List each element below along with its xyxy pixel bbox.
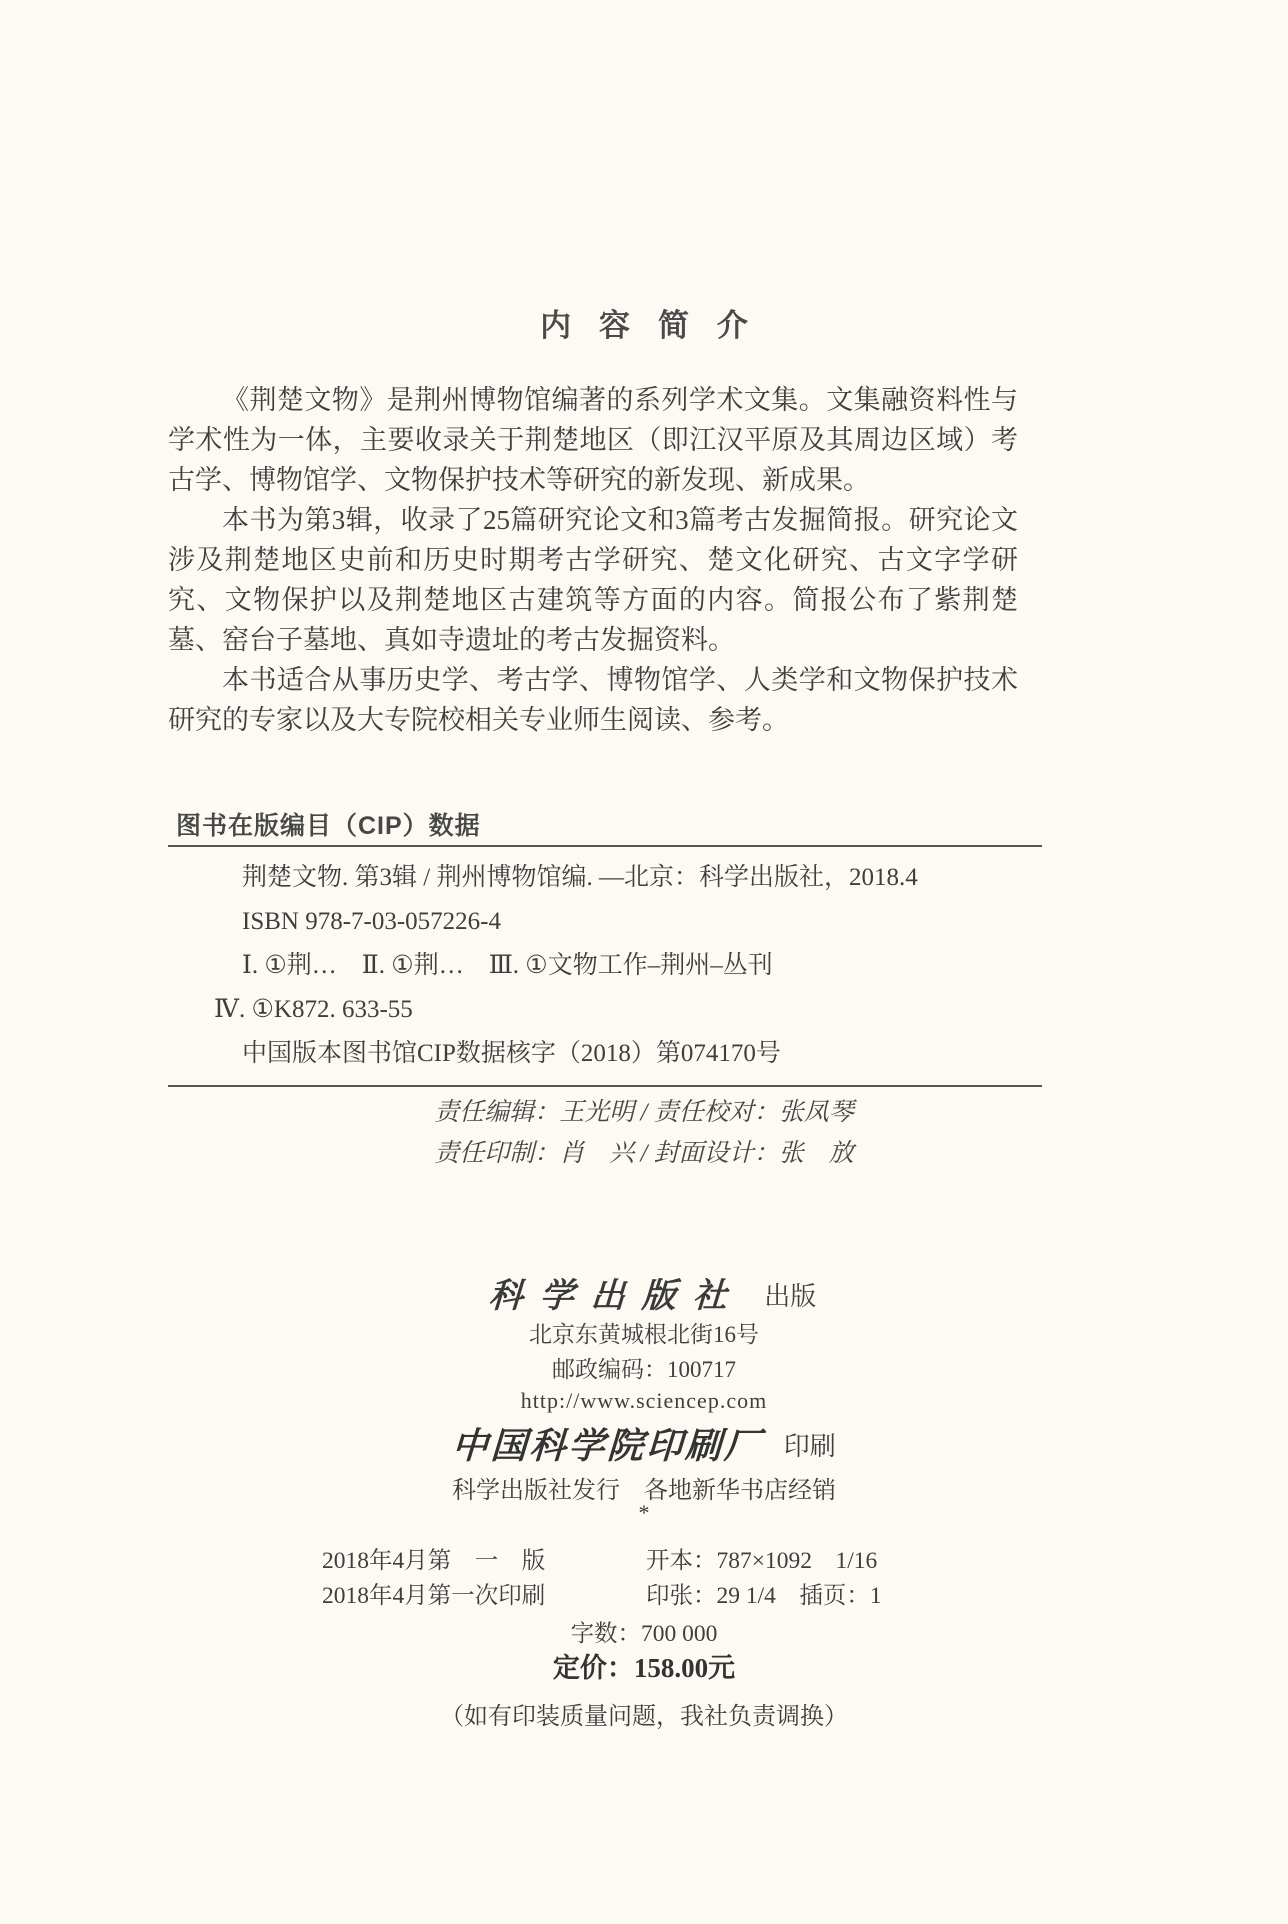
edition-row bbox=[0, 1579, 1288, 1614]
cip-line-classification-1: Ⅰ. ①荆… Ⅱ. ①荆… Ⅲ. ①文物工作–荆州–丛刊 bbox=[242, 952, 773, 979]
publisher-name: 科学出版社 bbox=[487, 1278, 745, 1315]
summary-text bbox=[168, 380, 1018, 740]
staff-credits bbox=[0, 1092, 1288, 1174]
quality-notice: （如有印装质量问题，我社负责调换） bbox=[440, 1704, 848, 1730]
staff-line-print-design: 责任印制：肖 兴 / 封面设计：张 放 bbox=[434, 1140, 854, 1167]
summary-paragraph: 本书适合从事历史学、考古学、博物馆学、人类学和文物保护技术研究的专家以及大专院校相关专业师生阅读、参考。 bbox=[168, 665, 1018, 735]
cip-line-classification-2: Ⅳ. ①K872. 633-55 bbox=[214, 996, 413, 1023]
cip-line-isbn: ISBN 978-7-03-057226-4 bbox=[242, 908, 502, 935]
publisher-website: http://www.sciencep.com bbox=[520, 1388, 768, 1413]
cip-line-bibliographic: 荆楚文物. 第3辑 / 荆州博物馆编. —北京：科学出版社，2018.4 bbox=[242, 864, 918, 891]
edition-row-gap bbox=[594, 1544, 646, 1579]
cip-header: 图书在版编目（CIP）数据 bbox=[176, 812, 481, 840]
section-divider-star: * bbox=[638, 1500, 650, 1525]
printing-date: 2018年4月第一次印刷 bbox=[322, 1583, 546, 1609]
printer-name: 中国科学院印刷厂 bbox=[451, 1426, 765, 1466]
printer-line bbox=[0, 1418, 1288, 1469]
cip-body bbox=[168, 856, 1042, 1076]
edition-format: 开本：787×1092 1/16 bbox=[646, 1548, 878, 1574]
price-line: 定价：158.00元 bbox=[552, 1653, 736, 1683]
distribution-line: 科学出版社发行 各地新华书店经销 bbox=[452, 1478, 836, 1504]
edition-info bbox=[0, 1544, 1288, 1614]
edition-date: 2018年4月第 一 版 bbox=[322, 1548, 546, 1574]
publisher-line bbox=[0, 1268, 1288, 1317]
word-count-line: 字数：700 000 bbox=[570, 1621, 718, 1647]
publisher-address: 北京东黄城根北街16号 bbox=[529, 1322, 759, 1347]
edition-row bbox=[0, 1544, 1288, 1579]
publisher-role: 出版 bbox=[764, 1282, 817, 1311]
summary-paragraph: 本书为第3辑，收录了25篇研究论文和3篇考古发掘简报。研究论文涉及荆楚地区史前和历史时期考古学研究、楚文化研究、古文字学研究、文物保护以及荆楚地区古建筑等方面的内容。简报公布了紫荆楚墓、窑台子墓地、真如寺遗址的考古发掘资料。 bbox=[168, 505, 1018, 655]
page-title: 内容简介 bbox=[540, 308, 776, 343]
publisher-postcode: 邮政编码：100717 bbox=[552, 1357, 736, 1382]
sheet-count: 印张：29 1/4 插页：1 bbox=[646, 1583, 882, 1609]
edition-row-gap bbox=[594, 1579, 646, 1614]
staff-line-editors: 责任编辑：王光明 / 责任校对：张凤琴 bbox=[434, 1099, 854, 1126]
cip-rule-bottom bbox=[168, 1085, 1042, 1087]
summary-paragraph: 《荆楚文物》是荆州博物馆编著的系列学术文集。文集融资料性与学术性为一体，主要收录关于荆楚地区（即江汉平原及其周边区域）考古学、博物馆学、文物保护技术等研究的新发现、新成果。 bbox=[168, 385, 1018, 495]
cip-rule-top bbox=[168, 845, 1042, 847]
cip-line-record-number: 中国版本图书馆CIP数据核字（2018）第074170号 bbox=[242, 1040, 781, 1067]
printer-role: 印刷 bbox=[783, 1432, 836, 1461]
